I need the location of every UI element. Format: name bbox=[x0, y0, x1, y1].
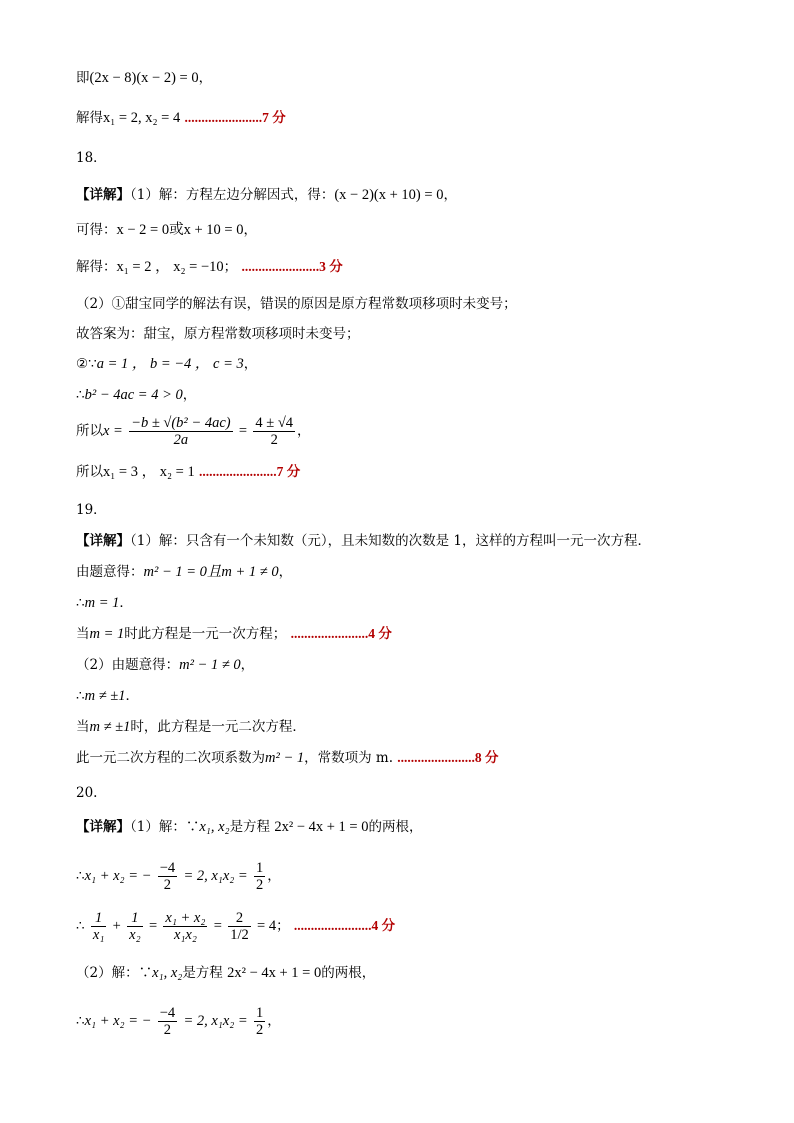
math-expression: 2x² − 4x + 1 = 0 bbox=[227, 965, 322, 981]
solution-line-18-5 bbox=[76, 324, 360, 344]
math-expression: 2x² − 4x + 1 = 0 bbox=[274, 819, 369, 835]
line-text: 可得： bbox=[76, 222, 117, 238]
line-text: 解得 bbox=[76, 110, 103, 126]
product-fraction bbox=[254, 860, 265, 893]
question-number: 20. bbox=[76, 785, 98, 801]
score-marker: .......................3 分 bbox=[241, 259, 343, 274]
math-expression: = 2, x₁x₂ = bbox=[183, 868, 248, 884]
fraction-numerator: −4 bbox=[159, 860, 176, 876]
math-expression: x₁ = 2, x₂ = 4 bbox=[103, 110, 181, 126]
line-text: ∴ bbox=[76, 387, 85, 403]
line-text: （2）①甜宝同学的解法有误，错误的原因是原方程常数项移项时未变号； bbox=[76, 296, 517, 312]
math-expression: x₁, x₂ bbox=[199, 819, 230, 835]
line-text: （1）解：只含有一个未知数（元），且未知数的次数是 1，这样的方程叫一元一次方程． bbox=[130, 533, 651, 549]
solution-line-20-1 bbox=[76, 817, 423, 837]
line-text: ∴ bbox=[76, 688, 85, 704]
solution-line-19-8 bbox=[76, 748, 499, 768]
score-marker: .......................4 分 bbox=[290, 626, 392, 641]
score-marker: .......................4 分 bbox=[293, 918, 396, 933]
math-expression: m ≠ ±1 bbox=[89, 719, 131, 735]
line-text: 由题意得： bbox=[76, 564, 144, 580]
solution-line-18-9 bbox=[76, 462, 300, 482]
math-expression: = 4 bbox=[257, 918, 277, 934]
line-text: 的两根， bbox=[368, 819, 423, 835]
fraction-denominator: 2a bbox=[173, 432, 189, 448]
fraction-numerator: 1 bbox=[256, 1005, 264, 1021]
solution-line-1 bbox=[76, 68, 212, 88]
line-text: 所以 bbox=[76, 423, 103, 439]
reciprocal-fraction-1 bbox=[91, 910, 106, 943]
line-text: ∴ bbox=[76, 868, 85, 884]
line-text: ， bbox=[182, 387, 197, 403]
fraction-denominator: 2 bbox=[256, 877, 264, 893]
solution-line-18-3 bbox=[76, 257, 343, 277]
line-text: 此一元二次方程的二次项系数为 bbox=[76, 750, 265, 766]
sum-fraction bbox=[158, 860, 177, 893]
fraction-numerator: −b ± √(b² − 4ac) bbox=[131, 415, 231, 431]
line-text: ， bbox=[243, 356, 258, 372]
line-text: 当 bbox=[76, 626, 90, 642]
line-text: （2）由题意得： bbox=[76, 657, 180, 673]
math-expression: x₁, x₂ bbox=[152, 965, 183, 981]
fraction-numerator: x₁ + x₂ bbox=[165, 910, 206, 926]
line-text: 当 bbox=[76, 719, 90, 735]
solution-line-20-3: ∴ $\frac{1}{\text{x₁}}$ + $\frac{1}{\text{x₂}}$ = $\frac{\text{x₁ + x₂}}{\text{x₁x₂}}$ = $\frac{2}{1/2}$ = 4； .......................4 分 bbox=[76, 910, 396, 943]
math-expression: m = 1 bbox=[84, 595, 120, 611]
solution-line-20-4 bbox=[76, 963, 375, 983]
line-text: 是方程 bbox=[182, 965, 223, 981]
solution-line-18-6 bbox=[76, 354, 257, 374]
fraction-denominator: x₁ bbox=[92, 927, 105, 943]
line-text: 故答案为：甜宝，原方程常数项移项时未变号； bbox=[76, 326, 360, 342]
line-text: （2）解：∵ bbox=[76, 965, 153, 981]
solution-line-19-3 bbox=[76, 593, 133, 613]
math-expression: m² − 1 bbox=[265, 750, 305, 766]
question-number: 19． bbox=[76, 502, 107, 518]
line-text: ； bbox=[276, 918, 290, 934]
fraction-denominator: 2 bbox=[163, 1022, 172, 1038]
score-marker: .......................7 分 bbox=[184, 110, 286, 125]
quadratic-formula-fraction bbox=[129, 415, 232, 448]
fraction-numerator: 4 ± √4 bbox=[255, 415, 294, 431]
line-text: ， bbox=[240, 657, 255, 673]
solution-line-19-4 bbox=[76, 624, 392, 644]
fraction-denominator: x₂ bbox=[129, 927, 141, 943]
line-text: ； bbox=[223, 259, 238, 275]
line-text: 所以 bbox=[76, 464, 103, 480]
math-expression: x = bbox=[103, 423, 123, 439]
fraction-numerator: −4 bbox=[159, 1005, 176, 1021]
line-text: ， bbox=[267, 868, 281, 884]
line-text: 解得： bbox=[76, 259, 117, 275]
math-expression: x − 2 = 0或x + 10 = 0 bbox=[116, 222, 244, 238]
math-expression: m = 1 bbox=[89, 626, 125, 642]
math-expression: x₁ + x₂ = − bbox=[84, 868, 152, 884]
reciprocal-fraction-2 bbox=[127, 910, 142, 943]
solution-line-2 bbox=[76, 108, 286, 128]
math-expression: m ≠ ±1 bbox=[84, 688, 126, 704]
line-text: ， bbox=[267, 1013, 281, 1029]
score-marker: .......................7 分 bbox=[199, 464, 301, 479]
solution-line-18-7 bbox=[76, 385, 196, 405]
solution-line-18-8: 所以x = $\frac{\text{−b ± √(b² − 4ac)}}{2a}$ = $\frac{4 \pm √4}{2}$ ， bbox=[76, 415, 311, 448]
detail-tag: 【详解】 bbox=[76, 819, 130, 835]
line-text: ∴ bbox=[76, 1013, 85, 1029]
math-expression: m² − 1 ≠ 0 bbox=[179, 657, 241, 673]
line-text: ，常数项为 m. bbox=[304, 750, 393, 766]
solution-line-20-2 bbox=[76, 860, 281, 893]
math-expression: b² − 4ac = 4 > 0 bbox=[84, 387, 183, 403]
combined-fraction bbox=[163, 910, 207, 943]
product-fraction bbox=[254, 1005, 265, 1038]
math-expression: (2x − 8)(x − 2) = 0 bbox=[89, 70, 199, 86]
line-text: 时此方程是一元一次方程； bbox=[124, 626, 287, 642]
line-text: ②∵ bbox=[76, 356, 97, 372]
score-marker: .......................8 分 bbox=[397, 750, 499, 765]
line-text: ， bbox=[443, 187, 457, 203]
math-expression: m² − 1 = 0且m + 1 ≠ 0 bbox=[143, 564, 279, 580]
question-number-20 bbox=[76, 783, 97, 803]
value-fraction bbox=[228, 910, 251, 943]
line-text: ． bbox=[119, 595, 133, 611]
solution-line-18-2 bbox=[76, 220, 257, 240]
solution-line-19-1 bbox=[76, 531, 651, 551]
solution-line-20-5 bbox=[76, 1005, 281, 1038]
line-text: ， bbox=[297, 423, 311, 439]
fraction-denominator: x₁x₂ bbox=[173, 927, 197, 943]
line-text: 是方程 bbox=[229, 819, 271, 835]
line-text: ， bbox=[278, 564, 293, 580]
fraction-denominator: 2 bbox=[256, 1022, 264, 1038]
line-text: ， bbox=[243, 222, 257, 238]
solution-line-19-2 bbox=[76, 562, 292, 582]
solution-line-18-1 bbox=[76, 185, 457, 205]
line-text: （1）解：∵ bbox=[130, 819, 200, 835]
solution-line-18-4 bbox=[76, 294, 517, 314]
detail-tag: 【详解】 bbox=[76, 533, 130, 549]
math-expression: a = 1 ， b = −4 ， c = 3 bbox=[96, 356, 244, 372]
sum-fraction bbox=[158, 1005, 177, 1038]
line-text: ， bbox=[198, 70, 213, 86]
math-expression: x₁ = 2 ， x₂ = −10 bbox=[116, 259, 224, 275]
fraction-numerator: 1 bbox=[91, 910, 106, 927]
math-expression: x₁ + x₂ = − bbox=[84, 1013, 152, 1029]
line-text: ∴ bbox=[76, 918, 85, 934]
question-number-18 bbox=[76, 148, 107, 168]
line-text: （1）解：方程左边分解因式，得： bbox=[130, 187, 335, 203]
line-text: 即 bbox=[76, 70, 90, 86]
question-number-19 bbox=[76, 500, 107, 520]
math-expression: = 2, x₁x₂ = bbox=[183, 1013, 248, 1029]
line-text: 时，此方程是一元二次方程． bbox=[130, 719, 306, 735]
line-text: 的两根， bbox=[321, 965, 376, 981]
solution-line-19-5 bbox=[76, 655, 254, 675]
fraction-denominator: 1/2 bbox=[230, 927, 249, 943]
line-text: ∴ bbox=[76, 595, 85, 611]
question-number: 18． bbox=[76, 150, 107, 166]
detail-tag: 【详解】 bbox=[76, 187, 130, 203]
solution-line-19-6 bbox=[76, 686, 139, 706]
fraction-denominator: 2 bbox=[270, 432, 278, 448]
line-text: ． bbox=[125, 688, 139, 704]
fraction-numerator: 2 bbox=[228, 910, 251, 927]
fraction-denominator: 2 bbox=[163, 877, 172, 893]
math-expression: (x − 2)(x + 10) = 0 bbox=[334, 187, 444, 203]
math-expression: x₁ = 3 ， x₂ = 1 bbox=[103, 464, 195, 480]
result-fraction bbox=[253, 415, 295, 448]
fraction-numerator: 1 bbox=[127, 910, 142, 927]
fraction-numerator: 1 bbox=[256, 860, 264, 876]
solution-line-19-7 bbox=[76, 717, 306, 737]
